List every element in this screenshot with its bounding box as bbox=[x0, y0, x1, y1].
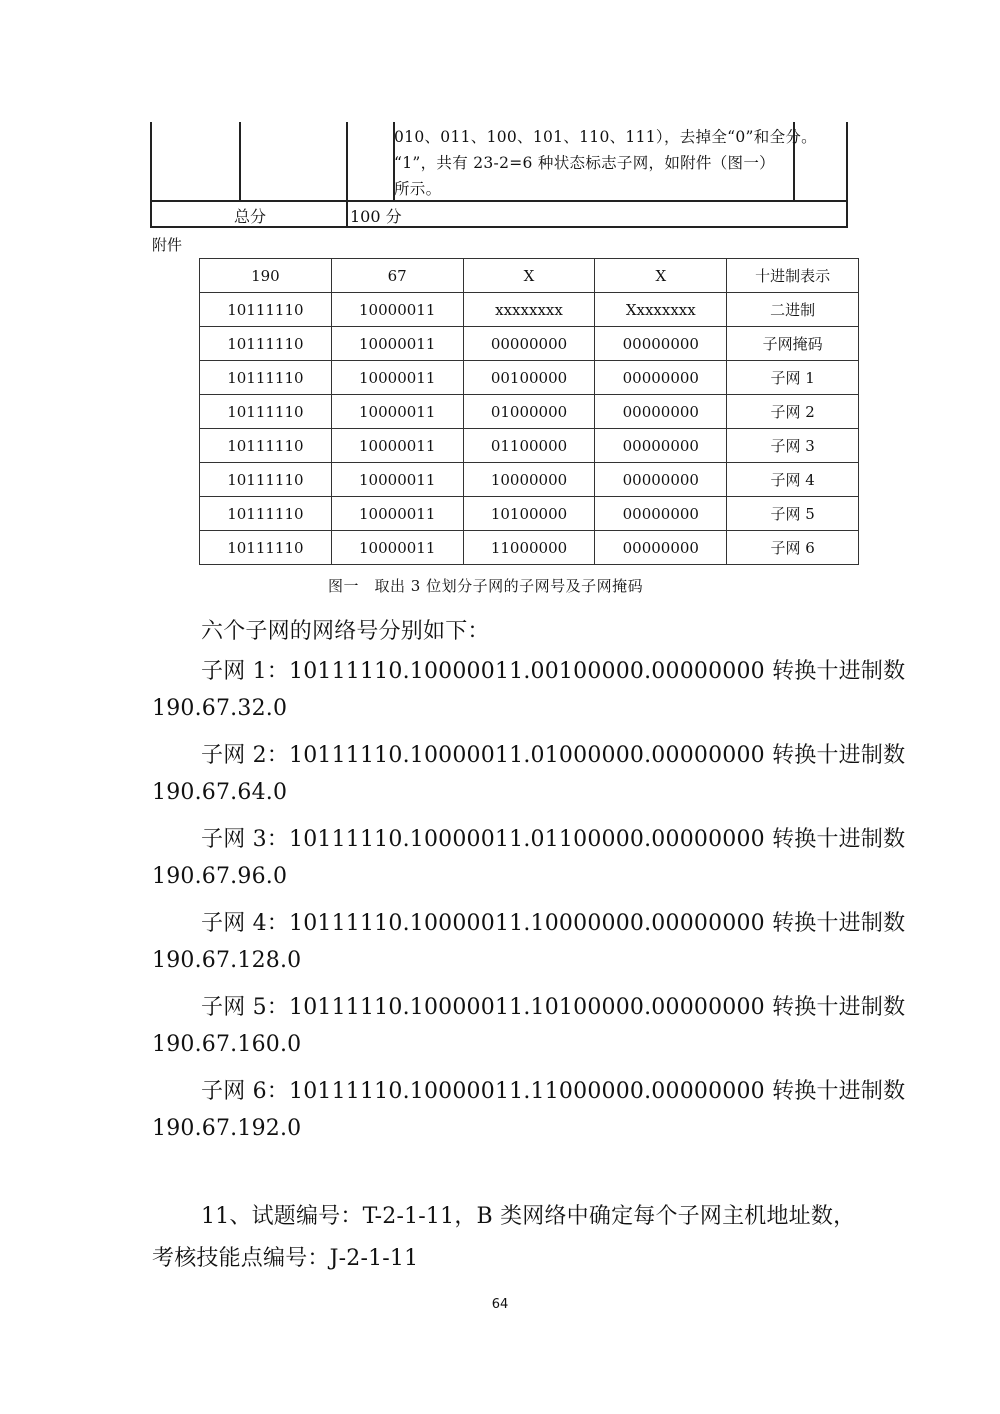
table-cell: 子网 5 bbox=[727, 497, 859, 531]
subnet-3-line: 子网 3：10111110.10000011.01100000.00000000 转换十进制数 bbox=[201, 827, 906, 852]
subnet-2-decimal: 190.67.64.0 bbox=[152, 780, 288, 805]
table-cell: 10000011 bbox=[331, 395, 463, 429]
table-cell: 子网 4 bbox=[727, 463, 859, 497]
table-border-left bbox=[150, 122, 152, 228]
subnet-1-decimal: 190.67.32.0 bbox=[152, 696, 288, 721]
table-cell: 10000011 bbox=[331, 327, 463, 361]
score-table-fragment bbox=[150, 122, 848, 228]
subnet-4-decimal: 190.67.128.0 bbox=[152, 948, 302, 973]
table-cell: 10000011 bbox=[331, 429, 463, 463]
fragment-line-2: “1”，共有 23-2=6 种状态标志子网，如附件（图一） bbox=[394, 154, 775, 172]
table-cell: 10000011 bbox=[331, 497, 463, 531]
table-cell: 10000011 bbox=[331, 361, 463, 395]
table-cell: 子网 3 bbox=[727, 429, 859, 463]
table-cell: 00000000 bbox=[595, 497, 727, 531]
table-row bbox=[200, 293, 859, 327]
table-cell: 00000000 bbox=[463, 327, 595, 361]
table-cell: 10111110 bbox=[200, 429, 332, 463]
table-row bbox=[200, 497, 859, 531]
table-cell: 10111110 bbox=[200, 327, 332, 361]
header-cell: 十进制表示 bbox=[727, 259, 859, 293]
question-heading-line-1: 11、试题编号：T-2-1-11，B 类网络中确定每个子网主机地址数， bbox=[201, 1204, 856, 1229]
page-number: 64 bbox=[491, 1297, 509, 1312]
answer-fragment-text bbox=[394, 124, 864, 202]
subnet-4-line: 子网 4：10111110.10000011.10000000.00000000 转换十进制数 bbox=[201, 911, 906, 936]
table-cell: 10111110 bbox=[200, 395, 332, 429]
table-cell: 子网 1 bbox=[727, 361, 859, 395]
table-cell: 10000011 bbox=[331, 463, 463, 497]
table-row bbox=[200, 395, 859, 429]
header-cell: 67 bbox=[331, 259, 463, 293]
intro-paragraph: 六个子网的网络号分别如下： bbox=[201, 619, 490, 644]
table-row bbox=[200, 531, 859, 565]
table-row bbox=[200, 361, 859, 395]
fragment-line-1: 010、011、100、101、110、111），去掉全“0”和全分。 bbox=[394, 128, 817, 146]
table-cell: 子网掩码 bbox=[727, 327, 859, 361]
question-heading-line-2: 考核技能点编号：J-2-1-11 bbox=[152, 1246, 419, 1271]
table-border-col1 bbox=[239, 122, 241, 202]
table-cell: 10111110 bbox=[200, 361, 332, 395]
table-cell: 00000000 bbox=[595, 327, 727, 361]
subnet-6-line: 子网 6：10111110.10000011.11000000.00000000 转换十进制数 bbox=[201, 1079, 906, 1104]
table-cell: 00000000 bbox=[595, 531, 727, 565]
subnet-5-decimal: 190.67.160.0 bbox=[152, 1032, 302, 1057]
subnet-6-decimal: 190.67.192.0 bbox=[152, 1116, 302, 1141]
table-cell: 10000011 bbox=[331, 531, 463, 565]
fragment-line-3: 所示。 bbox=[394, 180, 442, 198]
table-cell: 10111110 bbox=[200, 463, 332, 497]
table-cell: 10000011 bbox=[331, 293, 463, 327]
table-cell: 子网 6 bbox=[727, 531, 859, 565]
table-cell: 10111110 bbox=[200, 293, 332, 327]
total-score-value: 100 分 bbox=[350, 207, 402, 226]
table-cell: 10111110 bbox=[200, 497, 332, 531]
table-cell: Xxxxxxxx bbox=[595, 293, 727, 327]
header-cell: X bbox=[463, 259, 595, 293]
table-cell: 10000000 bbox=[463, 463, 595, 497]
subnet-table-header bbox=[200, 259, 859, 293]
subnet-1-line: 子网 1：10111110.10000011.00100000.00000000 转换十进制数 bbox=[201, 659, 906, 684]
table-caption: 图一 取出 3 位划分子网的子网号及子网掩码 bbox=[328, 577, 644, 595]
table-cell: 二进制 bbox=[727, 293, 859, 327]
table-cell: 10111110 bbox=[200, 531, 332, 565]
table-cell: xxxxxxxx bbox=[463, 293, 595, 327]
table-cell: 00100000 bbox=[463, 361, 595, 395]
table-row bbox=[200, 327, 859, 361]
subnet-table bbox=[199, 258, 859, 565]
table-cell: 00000000 bbox=[595, 463, 727, 497]
table-cell: 00000000 bbox=[595, 429, 727, 463]
subnet-2-line: 子网 2：10111110.10000011.01000000.00000000 转换十进制数 bbox=[201, 743, 906, 768]
total-score-label: 总分 bbox=[234, 207, 267, 226]
table-border-col2 bbox=[346, 122, 348, 228]
table-cell: 00000000 bbox=[595, 361, 727, 395]
header-cell: 190 bbox=[200, 259, 332, 293]
table-row bbox=[200, 429, 859, 463]
table-row bbox=[200, 463, 859, 497]
appendix-label: 附件 bbox=[152, 236, 183, 254]
table-cell: 10100000 bbox=[463, 497, 595, 531]
table-cell: 11000000 bbox=[463, 531, 595, 565]
subnet-5-line: 子网 5：10111110.10000011.10100000.00000000 转换十进制数 bbox=[201, 995, 906, 1020]
table-cell: 01100000 bbox=[463, 429, 595, 463]
table-cell: 00000000 bbox=[595, 395, 727, 429]
table-cell: 01000000 bbox=[463, 395, 595, 429]
subnet-3-decimal: 190.67.96.0 bbox=[152, 864, 288, 889]
header-cell: X bbox=[595, 259, 727, 293]
table-cell: 子网 2 bbox=[727, 395, 859, 429]
